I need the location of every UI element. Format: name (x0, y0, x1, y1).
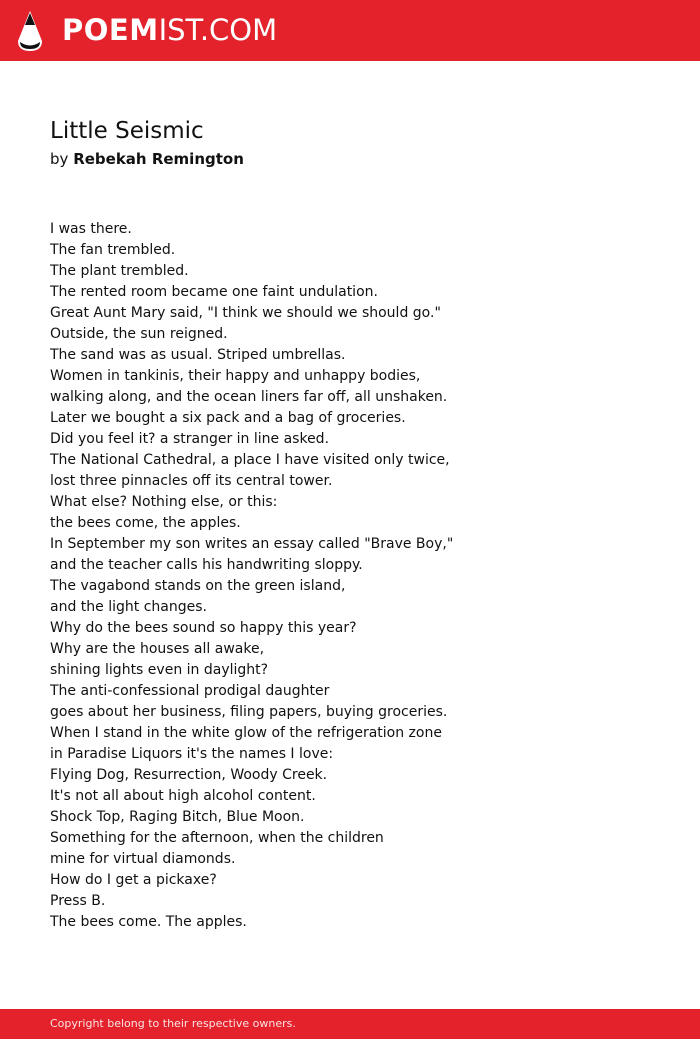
poem-line: How do I get a pickaxe? (50, 872, 217, 888)
logo-text-light: IST.COM (158, 13, 278, 47)
poem-line: Why do the bees sound so happy this year? (50, 620, 357, 636)
poem-line: The sand was as usual. Striped umbrellas. (50, 347, 346, 363)
poem-line: What else? Nothing else, or this: (50, 494, 278, 510)
poem-line: The plant trembled. (50, 263, 189, 279)
poem-line: in Paradise Liquors it's the names I love: (50, 746, 334, 762)
poem-line: The anti-confessional prodigal daughter (50, 683, 330, 699)
site-footer (0, 1009, 700, 1039)
poem-line: I was there. (50, 221, 132, 237)
poem-line: Something for the afternoon, when the children (50, 830, 384, 846)
poem-line: The bees come. The apples. (50, 914, 247, 930)
logo-text-strong: POEM (62, 13, 159, 47)
poem-line: Shock Top, Raging Bitch, Blue Moon. (50, 809, 305, 825)
poem-line: Did you feel it? a stranger in line asked. (50, 431, 330, 447)
poem-line: The rented room became one faint undulation. (50, 284, 378, 300)
poem-line: The fan trembled. (50, 242, 176, 258)
copyright-notice: Copyright belong to their respective owners. (50, 1017, 296, 1030)
poem-line: and the light changes. (50, 599, 207, 615)
site-logo[interactable] (62, 12, 277, 48)
poem-line: shining lights even in daylight? (50, 662, 269, 678)
poem-line: goes about her business, filing papers, buying groceries. (50, 704, 448, 720)
poem-line: When I stand in the white glow of the refrigeration zone (50, 725, 442, 741)
by-label: by (50, 150, 69, 168)
poem-line: Press B. (50, 893, 106, 909)
poem-body (50, 219, 670, 933)
poem-line: Women in tankinis, their happy and unhappy bodies, (50, 368, 421, 384)
poem-author: Rebekah Remington (73, 150, 244, 168)
site-header (0, 0, 700, 61)
poem-line: In September my son writes an essay called "Brave Boy," (50, 536, 454, 552)
poem-line: walking along, and the ocean liners far off, all unshaken. (50, 389, 448, 405)
pencil-tip-icon[interactable] (18, 11, 42, 51)
poem-line: The vagabond stands on the green island, (50, 578, 346, 594)
poem-line: Why are the houses all awake, (50, 641, 265, 657)
poem-line: and the teacher calls his handwriting sloppy. (50, 557, 363, 573)
poem-line: the bees come, the apples. (50, 515, 241, 531)
poem-line: It's not all about high alcohol content. (50, 788, 316, 804)
poem-line: Flying Dog, Resurrection, Woody Creek. (50, 767, 328, 783)
poem-line: The National Cathedral, a place I have visited only twice, (50, 452, 450, 468)
poem-byline (50, 148, 244, 170)
poem-line: lost three pinnacles off its central tower. (50, 473, 333, 489)
poem-line: Later we bought a six pack and a bag of groceries. (50, 410, 406, 426)
poem-line: Great Aunt Mary said, "I think we should we should go." (50, 305, 441, 321)
poem-line: Outside, the sun reigned. (50, 326, 228, 342)
poem-line: mine for virtual diamonds. (50, 851, 236, 867)
poem-title: Little Seismic (50, 118, 204, 144)
